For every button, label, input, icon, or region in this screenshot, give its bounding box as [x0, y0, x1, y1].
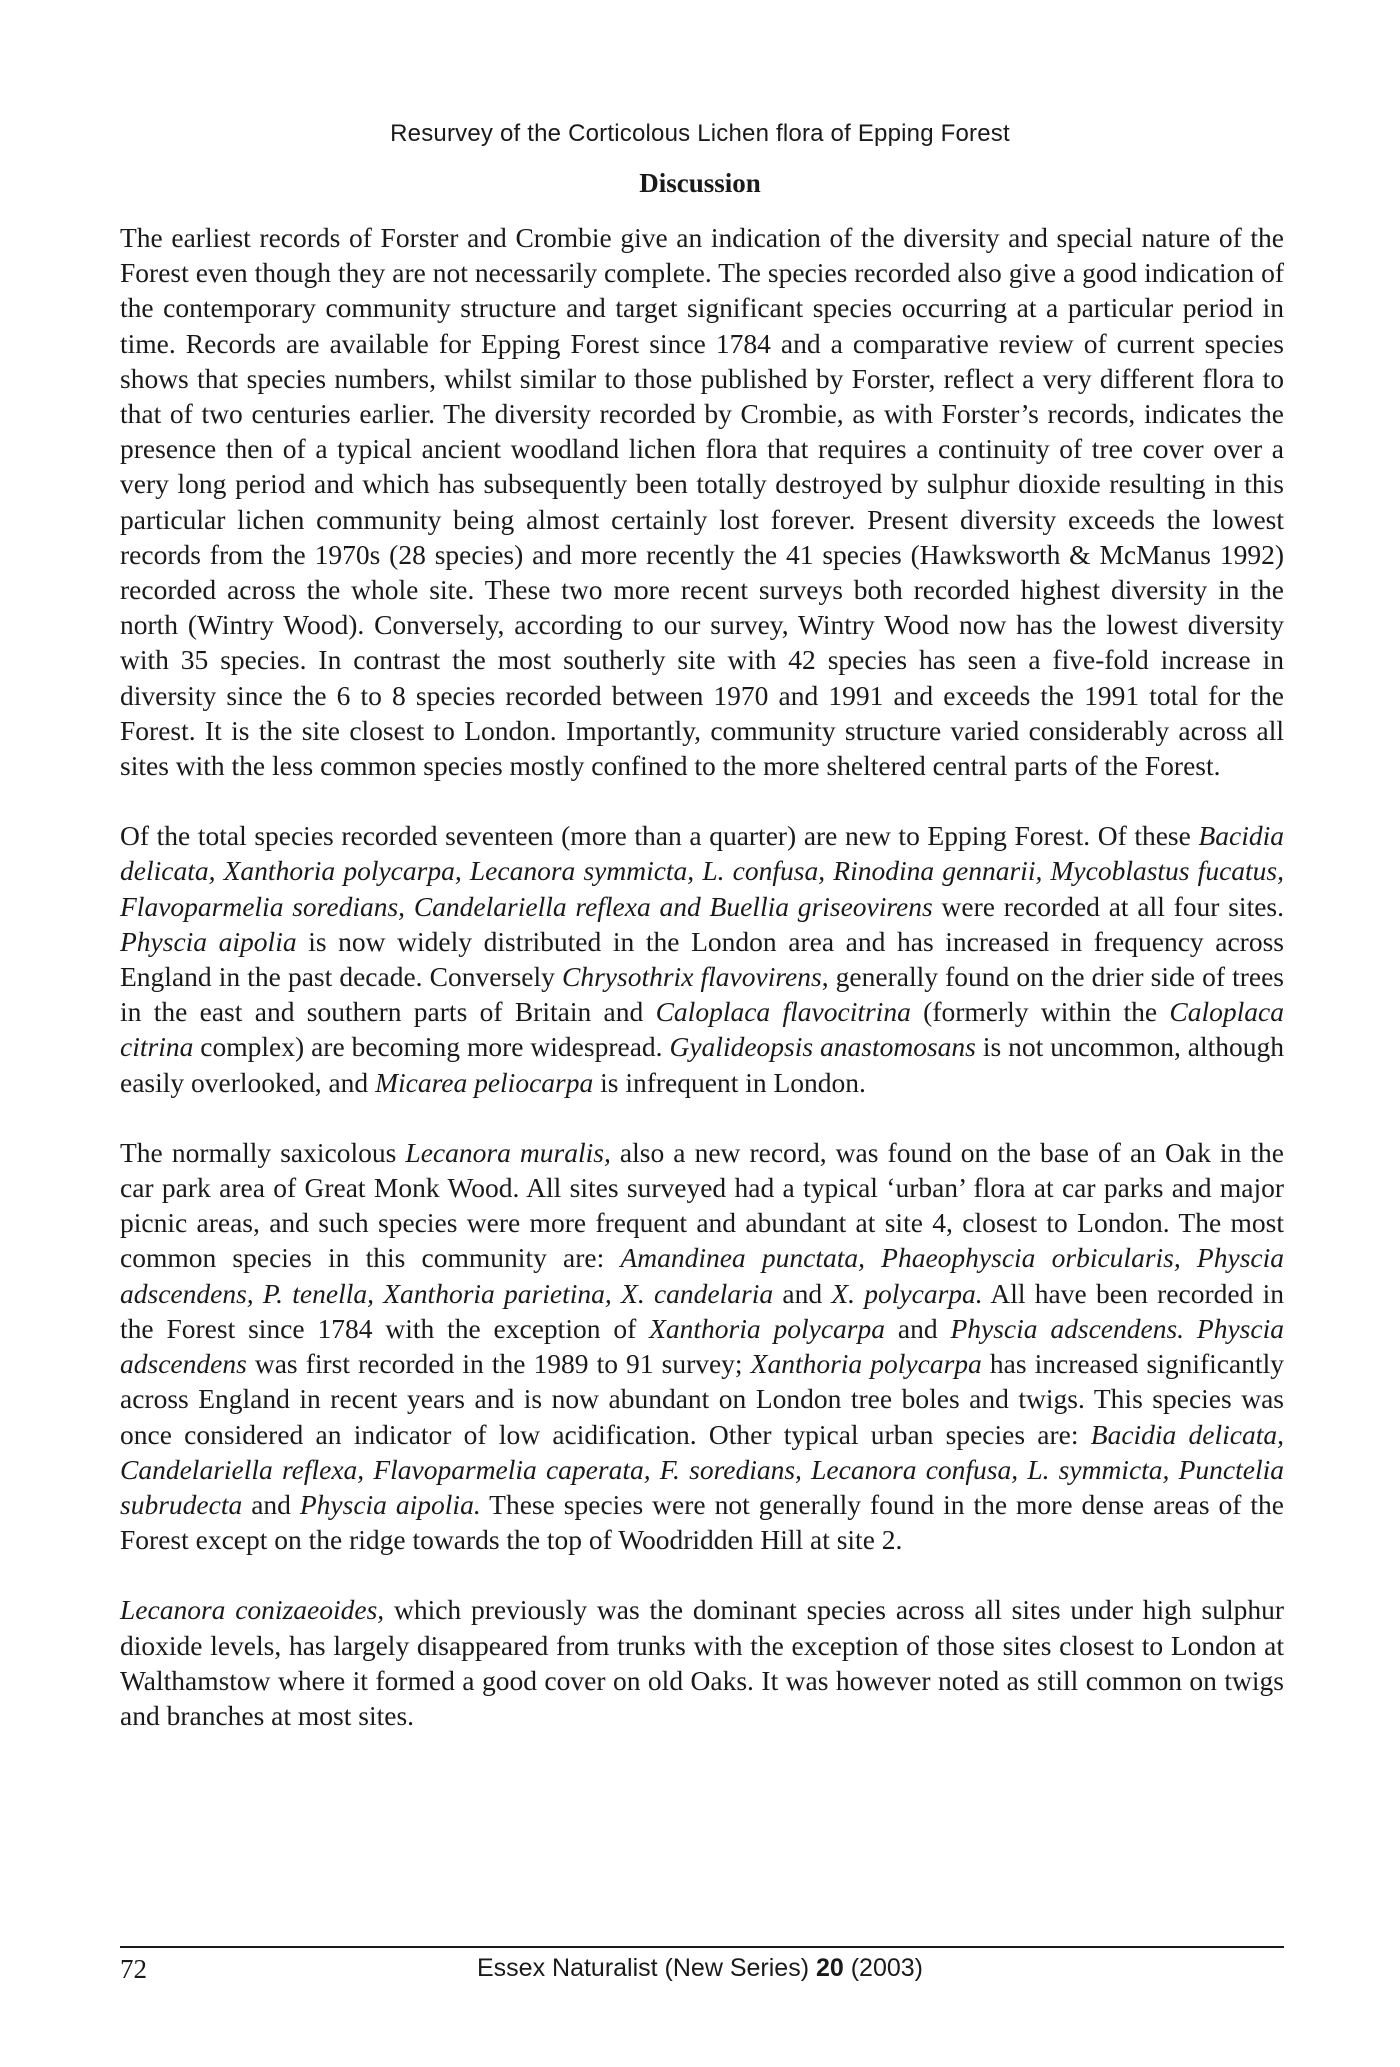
species-name-italic: Caloplaca citrina: [120, 996, 1284, 1063]
text-run: and: [242, 1488, 300, 1520]
species-name-italic: Bacidia delicata, Candelariella reflexa, Flavoparmelia caperata, F. soredians, Lecanora confusa, L. symmicta, Punctelia subrudecta: [120, 1418, 1284, 1520]
species-name-italic: Caloplaca flavocitrina: [655, 996, 911, 1028]
species-name-italic: Bacidia delicata, Xanthoria polycarpa, Lecanora symmicta, L. confusa, Rinodina gennarii, Mycoblastus fucatus, Flavoparmelia soredians, Candelariella reflexa and Buellia griseovirens: [120, 820, 1284, 922]
body-paragraph: [120, 818, 1284, 1100]
species-name-italic: Lecanora muralis,: [405, 1136, 611, 1168]
body-paragraph: [120, 1592, 1284, 1733]
text-run: has increased significantly across England in recent years and is now abundant on London tree boles and twigs. This species was once considered an indicator of low acidification. Other typical urban species are:: [120, 1348, 1284, 1450]
text-run: and: [773, 1277, 832, 1309]
text-run: These species were not generally found in the more dense areas of the Forest except on the ridge towards the top of Woodridden Hill at site 2.: [120, 1488, 1284, 1556]
species-name-italic: Xanthoria polycarpa: [649, 1312, 886, 1344]
text-run: The normally saxicolous: [120, 1136, 406, 1168]
journal-citation: [0, 1954, 1400, 1983]
journal-name: Essex Naturalist (New Series): [476, 1954, 816, 1982]
species-name-italic: Chrysothrix flavovirens: [562, 961, 822, 993]
species-name-italic: Lecanora conizaeoides,: [120, 1594, 385, 1626]
journal-year: (2003): [843, 1954, 923, 1982]
text-run: Of the total species recorded seventeen (more than a quarter) are new to Epping Forest. Of these: [120, 820, 1199, 852]
species-name-italic: Micarea peliocarpa: [375, 1066, 594, 1098]
text-run: and: [885, 1312, 951, 1344]
body-text: [120, 220, 1284, 1733]
text-run: were recorded at all four sites.: [932, 890, 1284, 922]
text-run: (formerly within the: [910, 996, 1170, 1028]
species-name-italic: Physcia adscendens. Physcia adscendens: [120, 1312, 1284, 1380]
body-paragraph: [120, 220, 1284, 783]
text-run: , generally found on the drier side of trees in the east and southern parts of Britain and: [120, 961, 1284, 1028]
text-run: which previously was the dominant species across all sites under high sulphur dioxide levels, has largely disappeared from trunks with the exception of those sites closest to London at Walthamstow where it formed a good cover on old Oaks. It was however noted as still common on twigs and branches at most sites.: [120, 1594, 1284, 1731]
species-name-italic: Xanthoria polycarpa: [750, 1348, 982, 1380]
text-run: complex) are becoming more widespread.: [193, 1031, 670, 1063]
text-run: is now widely distributed in the London area and has increased in frequency across England in the past decade. Conversely: [120, 925, 1284, 993]
text-run: was first recorded in the 1989 to 91 survey;: [246, 1348, 751, 1380]
footer-rule: [120, 1946, 1284, 1948]
species-name-italic: Physcia aipolia.: [299, 1488, 481, 1520]
species-name-italic: Gyalideopsis anastomosans: [669, 1031, 976, 1063]
page-number: 72: [120, 1954, 147, 1984]
running-header: Resurvey of the Corticolous Lichen flora of Epping Forest: [390, 120, 1010, 147]
text-run: also a new record, was found on the base of an Oak in the car park area of Great Monk Wood. All sites surveyed had a typical ‘urban’ flora at car parks and major picnic areas, and such species were more frequent and abundant at site 4, closest to London. The most common species in this community are:: [120, 1136, 1285, 1274]
species-name-italic: X. polycarpa.: [831, 1277, 983, 1309]
text-run: is infrequent in London.: [593, 1066, 866, 1098]
text-run: The earliest records of Forster and Crombie give an indication of the diversity and special nature of the Forest even though they are not necessarily complete. The species recorded also give a good indication of the contemporary community structure and target significant species occurring at a particular period in time. Records are available for Epping Forest since 1784 and a comparative review of current species shows that species numbers, whilst similar to those published by Forster, reflect a very different flora to that of two centuries earlier. The diversity recorded by Crombie, as with Forster’s records, indicates the presence then of a typical ancient woodland lichen flora that requires a continuity of tree cover over a very long period and which has subsequently been totally destroyed by sulphur dioxide resulting in this particular lichen community being almost certainly lost forever. Present diversity exceeds the lowest records from the 1970s (28 species) and more recently the 41 species (Hawksworth & McManus 1992) recorded across the whole site. These two more recent surveys both recorded highest diversity in the north (Wintry Wood). Conversely, according to our survey, Wintry Wood now has the lowest diversity with 35 species. In contrast the most southerly site with 42 species has seen a five-fold increase in diversity since the 6 to 8 species recorded between 1970 and 1991 and exceeds the 1991 total for the Forest. It is the site closest to London. Importantly, community structure varied considerably across all sites with the less common species mostly confined to the more sheltered central parts of the Forest.: [120, 222, 1284, 782]
section-heading: Discussion: [639, 168, 761, 198]
species-name-italic: Physcia aipolia: [120, 925, 297, 957]
body-paragraph: [120, 1135, 1284, 1557]
volume-number: 20: [815, 1954, 844, 1982]
text-run: is not uncommon, although easily overlooked, and: [120, 1031, 1284, 1098]
species-name-italic: Amandinea punctata, Phaeophyscia orbicularis, Physcia adscendens, P. tenella, Xanthoria parietina, X. candelaria: [120, 1242, 1284, 1309]
text-run: All have been recorded in the Forest since 1784 with the exception of: [120, 1277, 1284, 1344]
